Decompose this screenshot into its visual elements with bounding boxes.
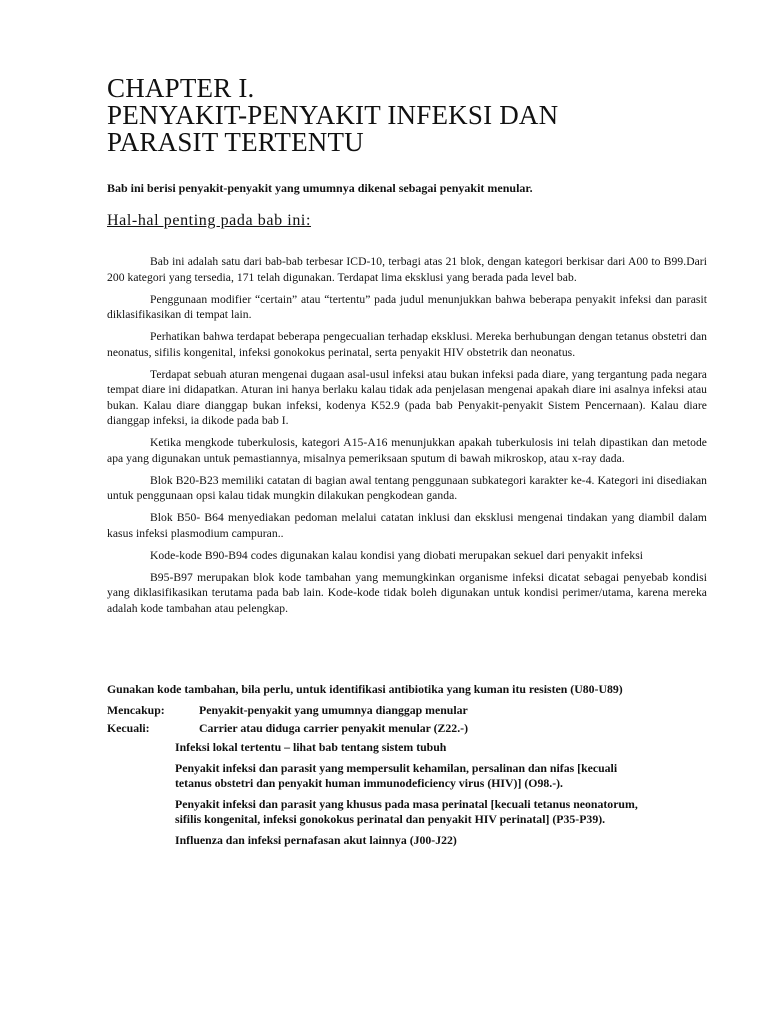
includes-label: Mencakup: [107,702,165,717]
chapter-title [107,0,707,156]
chapter-title-line: PENYAKIT-PENYAKIT INFEKSI DAN [107,100,559,130]
excludes-item: Influenza dan infeksi pernafasan akut lainnya (J00-J22) [175,833,457,847]
document-page [107,0,707,847]
rule-additional-code: Gunakan kode tambahan, bila perlu, untuk identifikasi antibiotika yang kuman itu resisten (U80-U89) [107,682,623,696]
excludes-item: Penyakit infeksi dan parasit yang mempersulit kehamilan, persalinan dan nifas [kecuali tetanus obstetri dan penyakit human immunodeficiency virus (HIV)] (O98.-). [175,761,618,790]
excludes-item: Infeksi lokal tertentu – lihat bab tentang sistem tubuh [175,739,447,754]
excludes-item: Penyakit infeksi dan parasit yang khusus pada masa perinatal [kecuali tetanus neonatorum, sifilis kongenital, infeksi gonokokus perinatal dan penyakit HIV perinatal] (P35-P39). [175,797,638,826]
rule-includes [107,703,707,718]
rule-excludes [107,721,707,736]
chapter-title-line: PARASIT TERTENTU [107,127,364,157]
note-paragraph: Bab ini adalah satu dari bab-bab terbesar ICD-10, terbagi atas 21 blok, dengan kategori berkisar dari A00 to B99.Dari 200 kategori yang tersedia, 171 telah digunakan. Terdapat lima eksklusi yang berada pada level bab. [107,255,707,284]
note-paragraph: B95-B97 merupakan blok kode tambahan yang memungkinkan organisme infeksi dicatat sebagai penyebab kondisi yang diklasifikasikan terutama pada bab lain. Kode-kode tidak boleh digunakan untuk kondisi perimer/utama, karena mereka adalah kode tambahan atau pelengkap. [107,570,707,615]
note-paragraph: Kode-kode B90-B94 codes digunakan kalau kondisi yang diobati merupakan sekuel dari penyakit infeksi [150,548,644,562]
section-subheading: Hal-hal penting pada bab ini: [107,212,312,229]
note-paragraph: Blok B20-B23 memiliki catatan di bagian awal tentang penggunaan subkategori karakter ke-4. Kategori ini disediakan untuk penggunaan opsi kalau tidak mungkin dilakukan pengkodean ganda. [107,473,707,502]
note-paragraph: Terdapat sebuah aturan mengenai dugaan asal-usul infeksi atau bukan infeksi pada diare, yang tergantung pada negara tempat diare ini didapatkan. Aturan ini hanya berlaku kalau tidak ada penjelasan mengenai apakah diare ini asalnya infeksi atau bukan. Kalau diare dianggap bukan infeksi, kodenya K52.9 (pada bab Penyakit-penyakit Sistem Pencernaan). Kalau diare dianggap infeksi, ia dikode pada bab I. [107,367,707,427]
chapter-intro: Bab ini berisi penyakit-penyakit yang umumnya dikenal sebagai penyakit menular. [107,181,533,195]
note-paragraph: Penggunaan modifier “certain” atau “tertentu” pada judul menunjukkan bahwa beberapa penyakit infeksi dan parasit diklasifikasikan di tempat lain. [107,292,707,321]
excludes-value: Carrier atau diduga carrier penyakit menular (Z22.-) [199,721,469,735]
coding-rules [107,682,707,855]
includes-value: Penyakit-penyakit yang umumnya dianggap menular [199,702,468,717]
chapter-title-line: CHAPTER I. [107,73,255,103]
note-paragraph: Perhatikan bahwa terdapat beberapa pengecualian terhadap eksklusi. Mereka berhubungan dengan tetanus obstetri dan neonatus, sifilis kongenital, infeksi gonokokus perinatal, serta penyakit HIV obstetrik dan neonatus. [107,330,707,359]
notes-body [107,254,707,623]
excludes-label: Kecuali: [107,721,150,735]
note-paragraph: Blok B50- B64 menyediakan pedoman melalui catatan inklusi dan eksklusi mengenai tindakan yang diambil dalam kasus infeksi plasmodium campuran.. [107,511,707,540]
note-paragraph: Ketika mengkode tuberkulosis, kategori A15-A16 menunjukkan apakah tuberkulosis ini telah dipastikan dan metode apa yang digunakan untuk pemastiannya, misalnya pemeriksaan sputum di bawah mikroskop, atau x-ray dada. [107,436,707,465]
